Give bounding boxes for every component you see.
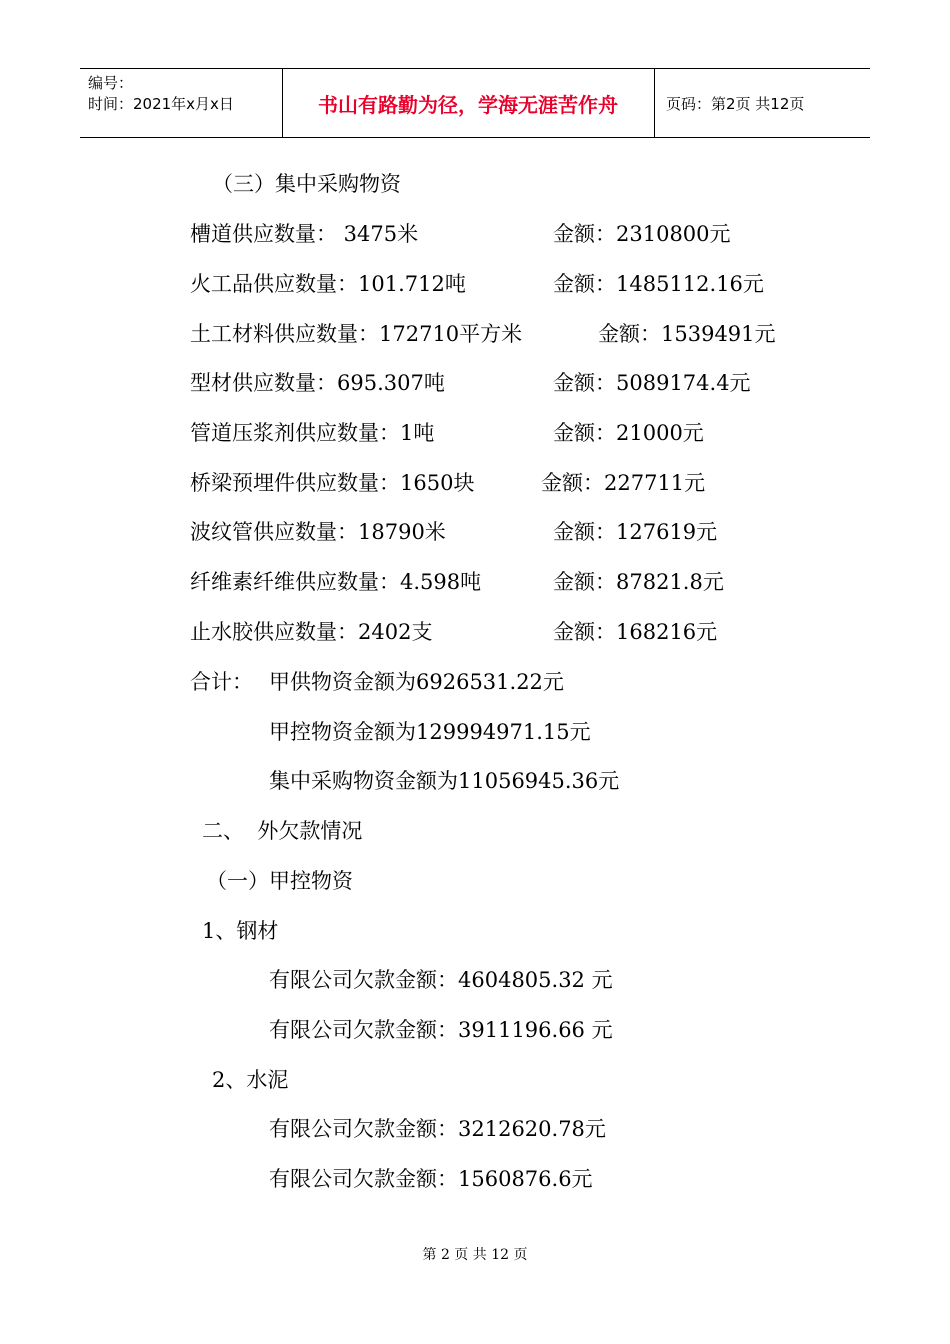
- debt-line: 有限公司欠款金额：3911196.66 元: [269, 1018, 613, 1042]
- item-qty: 型材供应数量：695.307吨: [190, 371, 445, 395]
- debt-line: 有限公司欠款金额：1560876.6元: [269, 1167, 593, 1191]
- item-amount: 金额：168216元: [553, 620, 718, 644]
- steel-title: 1、钢材: [202, 919, 279, 943]
- item-qty: 火工品供应数量：101.712吨: [190, 272, 466, 296]
- debt-line: 有限公司欠款金额：4604805.32 元: [269, 968, 613, 992]
- item-qty: 土工材料供应数量：172710平方米: [190, 322, 523, 346]
- item-amount: 金额：21000元: [553, 421, 704, 445]
- item-amount: 金额：1539491元: [598, 322, 776, 346]
- summary-line: 集中采购物资金额为11056945.36元: [269, 769, 620, 793]
- item-amount: 金额：227711元: [541, 471, 706, 495]
- summary-line: 甲控物资金额为129994971.15元: [269, 720, 591, 744]
- summary-line: 甲供物资金额为6926531.22元: [269, 670, 564, 694]
- header-divider: [654, 69, 655, 137]
- debt-line: 有限公司欠款金额：3212620.78元: [269, 1117, 606, 1141]
- item-amount: 金额：1485112.16元: [553, 272, 764, 296]
- item-qty: 桥梁预埋件供应数量：1650块: [190, 471, 475, 495]
- item-qty: 管道压浆剂供应数量：1吨: [190, 421, 435, 445]
- document-header: [80, 68, 870, 138]
- header-page-info: 页码：第2页 共12页: [666, 94, 805, 113]
- item-amount: 金额：127619元: [553, 520, 718, 544]
- item-amount: 金额：2310800元: [553, 222, 731, 246]
- item-amount: 金额：87821.8元: [553, 570, 724, 594]
- cement-title: 2、水泥: [212, 1068, 289, 1092]
- part2-title: 二、 外欠款情况: [202, 819, 363, 843]
- item-qty: 纤维素纤维供应数量：4.598吨: [190, 570, 482, 594]
- item-qty: 波纹管供应数量：18790米: [190, 520, 446, 544]
- serial-label: 编号：: [88, 74, 134, 92]
- item-qty: 槽道供应数量： 3475米: [190, 222, 419, 246]
- summary-label: 合计：: [190, 670, 253, 694]
- item-qty: 止水胶供应数量：2402支: [190, 620, 433, 644]
- section-title-centralized-procurement: （三）集中采购物资: [212, 172, 401, 196]
- item-amount: 金额：5089174.4元: [553, 371, 751, 395]
- date-label: 时间：2021年x月x日: [88, 95, 234, 113]
- subsection-title: （一）甲控物资: [206, 869, 353, 893]
- header-left-cell: [88, 73, 234, 115]
- page-footer: 第 2 页 共 12 页: [422, 1247, 528, 1263]
- header-motto: 书山有路勤为径，学海无涯苦作舟: [318, 92, 618, 117]
